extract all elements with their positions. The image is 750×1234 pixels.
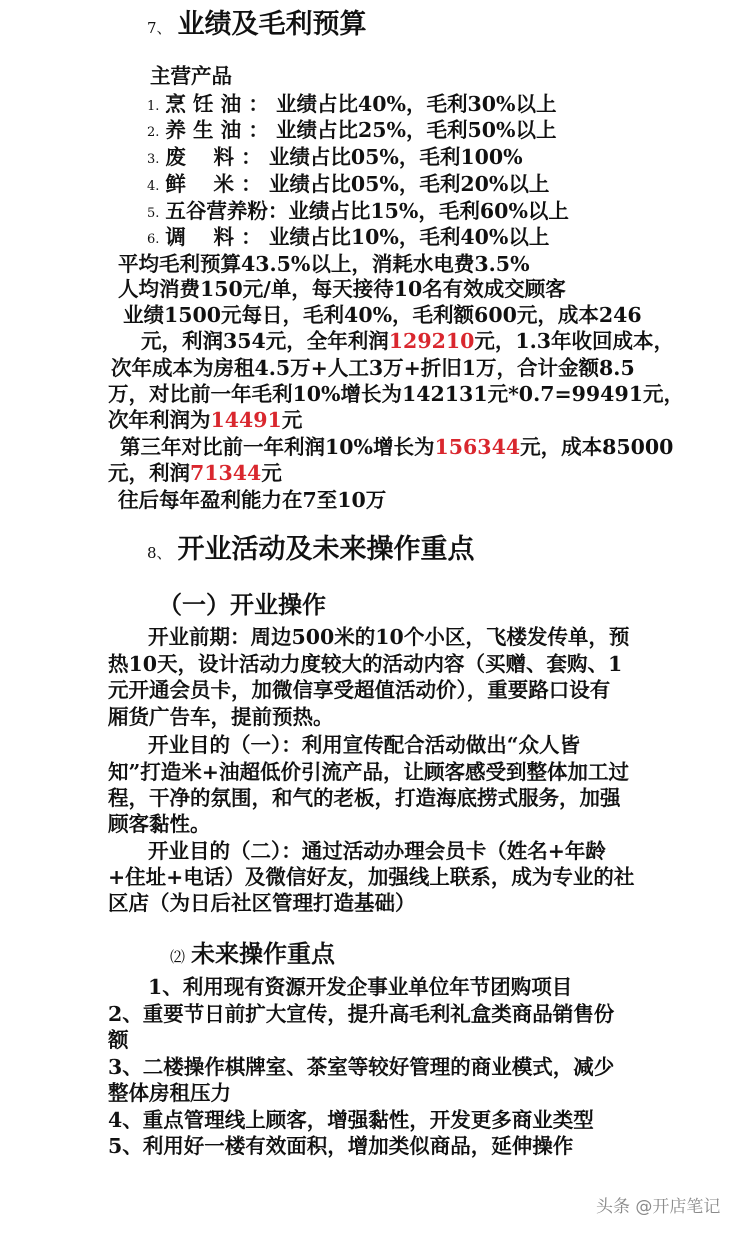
- third-year-growth-value: 156344: [434, 435, 521, 459]
- subsection-opening-operations: （一）开业操作: [158, 590, 326, 619]
- subsection-future-focus: [170, 939, 335, 972]
- opening-line-9: 开业目的（二）：通过活动办理会员卡（姓名+年龄: [148, 839, 606, 863]
- budget-line-1: 平均毛利预算43.5%以上，消耗水电费3.5%: [118, 252, 530, 276]
- annual-profit-value: 129210: [388, 329, 475, 353]
- budget-line-10: 往后每年盈利能力在7至10万: [118, 488, 387, 512]
- future-item-3-cont: 整体房租压力: [108, 1081, 231, 1105]
- opening-line-6: 知”打造米+油超低价引流产品，让顾客感受到整体加工过: [108, 760, 629, 784]
- product-item-2: 2. 养 生 油 ： 业绩占比25%，毛利50%以上: [147, 118, 557, 142]
- opening-line-4: 厢货广告车，提前预热。: [108, 705, 334, 729]
- opening-line-3: 元开通会员卡，加微信享受超值活动价），重要路口设有: [108, 678, 611, 702]
- product-item-4: 4. 鲜 米 ： 业绩占比05%，毛利20%以上: [147, 172, 550, 196]
- section7-number: 7、: [147, 19, 172, 37]
- future-item-2-cont: 额: [108, 1028, 129, 1052]
- watermark: 头条 @开店笔记: [596, 1197, 721, 1217]
- budget-line-4: 元，利润354元，全年利润129210元，1.3年收回成本，: [141, 329, 675, 353]
- future-item-5: 5、利用好一楼有效面积，增加类似商品，延伸操作: [108, 1134, 574, 1158]
- opening-line-11: 区店（为日后社区管理打造基础）: [108, 891, 416, 915]
- third-year-profit-value: 71344: [190, 461, 262, 485]
- budget-line-6: 万，对比前一年毛利10%增长为142131元*0.7=99491元，: [108, 382, 684, 406]
- subsection-number: ⑵: [170, 948, 186, 966]
- section7-heading: [147, 8, 367, 45]
- product-item-1: 1. 烹 饪 油 ： 业绩占比40%，毛利30%以上: [147, 92, 557, 116]
- budget-line-7: 次年利润为14491元: [108, 408, 303, 432]
- opening-line-10: +住址+电话）及微信好友，加强线上联系，成为专业的社: [108, 865, 635, 889]
- opening-line-7: 程，干净的氛围，和气的老板，打造海底捞式服务，加强: [108, 786, 621, 810]
- budget-line-3: 业绩1500元每日，毛利40%，毛利额600元，成本246: [123, 303, 642, 327]
- opening-line-2: 热10天，设计活动力度较大的活动内容（买赠、套购、1: [108, 652, 623, 676]
- section8-title: 开业活动及未来操作重点: [177, 534, 475, 565]
- product-item-5: 5. 五谷营养粉：业绩占比15%，毛利60%以上: [147, 199, 569, 223]
- section8-number: 8、: [147, 544, 172, 562]
- opening-line-1: 开业前期：周边500米的10个小区，飞楼发传单，预: [148, 625, 630, 649]
- product-item-3: 3. 废 料 ： 业绩占比05%，毛利100%: [147, 145, 523, 169]
- section7-title: 业绩及毛利预算: [177, 9, 367, 40]
- opening-line-5: 开业目的（一）：利用宣传配合活动做出“众人皆: [148, 733, 581, 757]
- future-item-2: 2、重要节日前扩大宣传，提升高毛利礼盒类商品销售份: [108, 1002, 615, 1026]
- future-item-1: 1、利用现有资源开发企事业单位年节团购项目: [148, 975, 573, 999]
- second-year-profit-value: 14491: [210, 408, 282, 432]
- budget-line-2: 人均消费150元/单，每天接待10名有效成交顾客: [118, 277, 566, 301]
- budget-line-9: 元，利润71344元: [108, 461, 282, 485]
- product-item-6: 6. 调 料 ： 业绩占比10%，毛利40%以上: [147, 225, 550, 249]
- budget-line-5: 次年成本为房租4.5万+人工3万+折旧1万，合计金额8.5: [111, 356, 635, 380]
- section8-heading: [147, 533, 475, 570]
- budget-line-8: 第三年对比前一年利润10%增长为156344元，成本85000: [120, 435, 674, 459]
- future-item-3: 3、二楼操作棋牌室、茶室等较好管理的商业模式，减少: [108, 1055, 615, 1079]
- future-item-4: 4、重点管理线上顾客，增强黏性，开发更多商业类型: [108, 1108, 594, 1132]
- opening-line-8: 顾客黏性。: [108, 812, 211, 836]
- subsection-title: 未来操作重点: [191, 939, 336, 968]
- section7-subtitle: 主营产品: [150, 64, 232, 88]
